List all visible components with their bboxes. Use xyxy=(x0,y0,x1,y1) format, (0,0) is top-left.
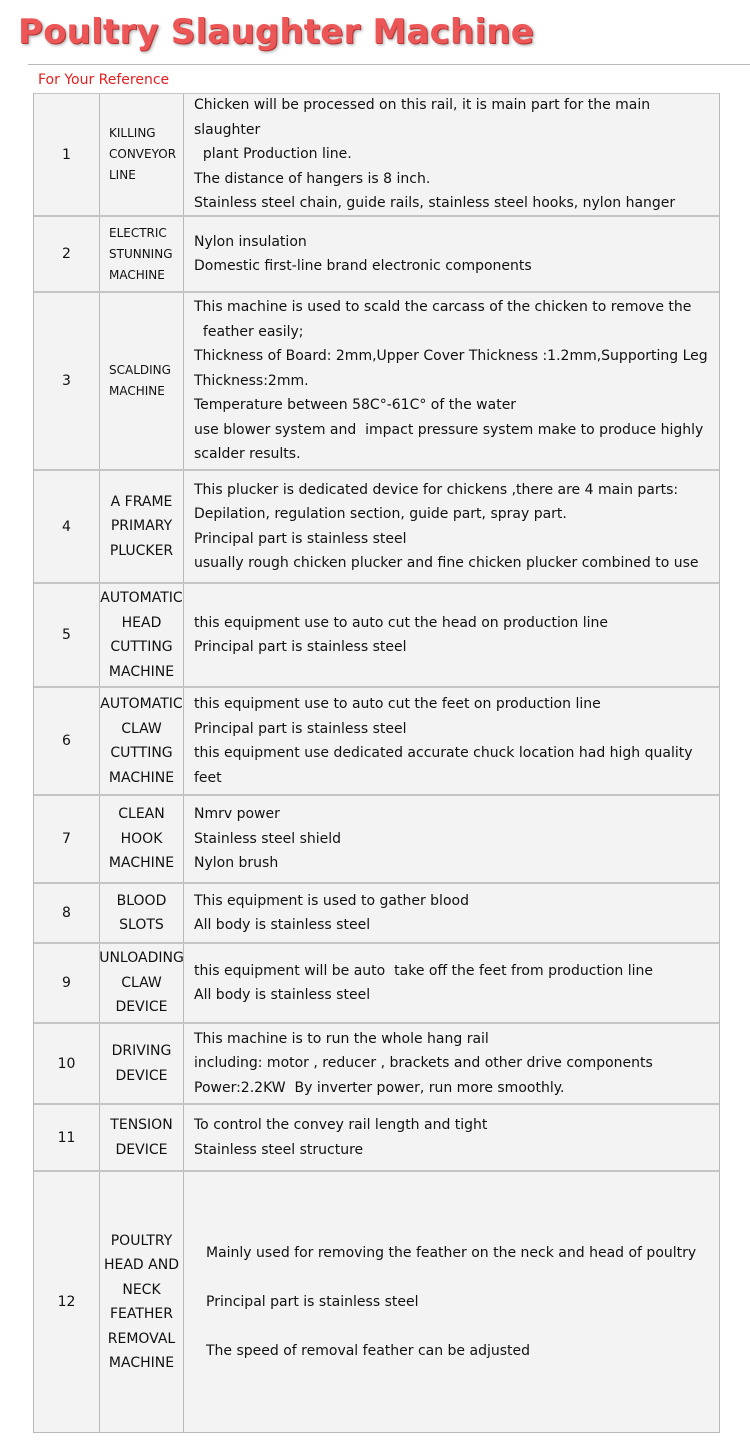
machine-name-line: HEAD xyxy=(121,614,162,631)
row-number: 6 xyxy=(34,688,100,794)
machine-name-line: KILLING xyxy=(109,126,156,140)
machine-description xyxy=(184,688,719,794)
machine-name-line: STUNNING xyxy=(109,246,173,261)
machine-description xyxy=(184,796,719,882)
table-row xyxy=(34,93,719,215)
description-line: including: motor , reducer , brackets and other drive components xyxy=(194,1055,653,1072)
row-number: 11 xyxy=(34,1105,100,1170)
row-number: 7 xyxy=(34,796,100,882)
machine-name-line: SLOTS xyxy=(119,917,164,933)
description-line: feather easily; xyxy=(194,323,304,340)
table-row xyxy=(34,215,719,291)
machine-name xyxy=(100,293,184,469)
description-line: Mainly used for removing the feather on the neck and head of poultry xyxy=(206,1244,697,1261)
table-row xyxy=(34,686,719,794)
machine-name xyxy=(100,217,184,291)
machine-description xyxy=(184,293,719,469)
machine-name-line: UNLOADING xyxy=(99,950,184,967)
table-row xyxy=(34,794,719,882)
description-line: Power:2.2KW By inverter power, run more smoothly. xyxy=(194,1079,565,1096)
description-line: To control the convey rail length and tight xyxy=(194,1117,488,1133)
description-line: The distance of hangers is 8 inch. xyxy=(194,170,431,187)
description-line: Domestic first-line brand electronic components xyxy=(194,258,532,274)
row-number: 8 xyxy=(34,884,100,942)
row-number: 3 xyxy=(34,293,100,469)
row-number: 5 xyxy=(34,584,100,686)
machine-name-line: POULTRY xyxy=(110,1232,173,1249)
machine-name xyxy=(100,584,184,686)
description-line: Stainless steel chain, guide rails, stainless steel hooks, nylon hanger xyxy=(194,195,676,212)
description-line: Principal part is stainless steel xyxy=(194,530,407,547)
machine-name-line: DRIVING xyxy=(111,1043,172,1059)
table-row xyxy=(34,291,719,469)
description-line: Nmrv power xyxy=(194,806,280,823)
machine-name-line: LINE xyxy=(109,168,136,182)
description-line: Stainless steel structure xyxy=(194,1141,364,1158)
machine-description xyxy=(184,884,719,942)
machine-name-line: A FRAME xyxy=(110,493,173,510)
machine-description xyxy=(184,94,719,215)
description-line: this equipment use to auto cut the feet on production line xyxy=(194,696,601,712)
machine-name-line: ELECTRIC xyxy=(109,225,167,240)
description-line: Thickness:2mm. xyxy=(194,372,309,389)
description-line: All body is stainless steel xyxy=(194,917,371,933)
row-number: 1 xyxy=(34,94,100,215)
machine-name xyxy=(100,944,184,1022)
row-number: 10 xyxy=(34,1024,100,1103)
description-line: This equipment is used to gather blood xyxy=(194,892,469,909)
table-row xyxy=(34,1103,719,1170)
machine-name xyxy=(100,1024,184,1103)
machine-name-line: CLEAN xyxy=(118,806,165,823)
machine-table xyxy=(33,93,720,1433)
header-divider xyxy=(28,64,750,65)
row-number: 9 xyxy=(34,944,100,1022)
description-line: Nylon brush xyxy=(194,855,279,872)
machine-name-line: NECK xyxy=(122,1281,161,1298)
description-line: The speed of removal feather can be adjusted xyxy=(206,1342,531,1359)
machine-name-line: HOOK xyxy=(120,830,163,847)
table-row xyxy=(34,469,719,582)
description-line: Principal part is stainless steel xyxy=(194,639,407,655)
machine-description xyxy=(184,1024,719,1103)
description-line: Thickness of Board: 2mm,Upper Cover Thickness :1.2mm,Supporting Leg xyxy=(194,348,708,365)
machine-name-line: DEVICE xyxy=(115,1141,168,1158)
description-line: use blower system and impact pressure system make to produce highly xyxy=(194,421,704,438)
row-number: 4 xyxy=(34,471,100,582)
table-row xyxy=(34,1022,719,1103)
table-row xyxy=(34,942,719,1022)
machine-name-line: MACHINE xyxy=(108,769,175,786)
machine-name-line: MACHINE xyxy=(108,1355,175,1371)
machine-name xyxy=(100,884,184,942)
machine-description xyxy=(184,217,719,291)
machine-name-line: CUTTING xyxy=(110,639,173,655)
machine-description xyxy=(184,584,719,686)
machine-name-line: CONVEYOR xyxy=(109,147,177,161)
description-line: Chicken will be processed on this rail, it is main part for the main slaughter xyxy=(194,97,655,138)
row-number: 12 xyxy=(34,1172,100,1432)
description-line: Nylon insulation xyxy=(194,233,307,250)
machine-name-line: REMOVAL xyxy=(107,1330,176,1347)
description-line: scalder results. xyxy=(194,446,301,463)
description-line: This machine is used to scald the carcass of the chicken to remove the xyxy=(194,299,692,316)
description-line: All body is stainless steel xyxy=(194,987,371,1003)
table-row xyxy=(34,1170,719,1432)
description-line: Stainless steel shield xyxy=(194,830,342,847)
machine-name-line: MACHINE xyxy=(109,384,165,398)
description-line: Principal part is stainless steel xyxy=(206,1293,419,1310)
machine-name-line: CLAW xyxy=(121,974,162,991)
machine-description xyxy=(184,1172,719,1432)
machine-description xyxy=(184,944,719,1022)
machine-name xyxy=(100,1105,184,1170)
machine-name-line: DEVICE xyxy=(115,999,168,1016)
machine-name-line: SCALDING xyxy=(109,363,171,377)
machine-name-line: PLUCKER xyxy=(109,542,174,559)
machine-name xyxy=(100,796,184,882)
machine-name-line: MACHINE xyxy=(109,267,165,282)
machine-name-line: BLOOD xyxy=(116,892,167,909)
description-line: this equipment use dedicated accurate chuck location had high quality feet xyxy=(194,745,697,786)
description-line: plant Production line. xyxy=(194,146,352,163)
description-line: Principal part is stainless steel xyxy=(194,720,407,737)
machine-description xyxy=(184,471,719,582)
machine-name-line: CUTTING xyxy=(110,745,173,761)
machine-name-line: TENSION xyxy=(110,1117,173,1133)
machine-name-line: AUTOMATIC xyxy=(100,590,183,606)
description-line: Temperature between 58C°-61C° of the water xyxy=(194,397,517,414)
description-line: Depilation, regulation section, guide part, spray part. xyxy=(194,506,567,522)
machine-name-line: FEATHER xyxy=(109,1306,174,1322)
machine-name-line: PRIMARY xyxy=(110,518,173,535)
machine-name xyxy=(100,94,184,215)
machine-name-line: MACHINE xyxy=(108,855,175,872)
machine-name xyxy=(100,471,184,582)
description-line: this equipment will be auto take off the feet from production line xyxy=(194,962,653,979)
machine-name xyxy=(100,688,184,794)
machine-name-line: AUTOMATIC xyxy=(100,696,183,712)
machine-name-line: HEAD AND xyxy=(103,1257,179,1273)
machine-description xyxy=(184,1105,719,1170)
machine-name xyxy=(100,1172,184,1432)
table-row xyxy=(34,582,719,686)
reference-label: For Your Reference xyxy=(38,72,170,88)
table-row xyxy=(34,882,719,942)
description-line: this equipment use to auto cut the head on production line xyxy=(194,614,609,631)
machine-name-line: DEVICE xyxy=(115,1067,168,1084)
description-line: This plucker is dedicated device for chickens ,there are 4 main parts: xyxy=(194,481,679,498)
row-number: 2 xyxy=(34,217,100,291)
description-line: usually rough chicken plucker and fine chicken plucker combined to use xyxy=(194,555,699,571)
description-line: This machine is to run the whole hang rail xyxy=(194,1030,489,1047)
machine-name-line: MACHINE xyxy=(108,663,175,680)
page-title: Poultry Slaughter Machine xyxy=(18,12,534,52)
machine-name-line: CLAW xyxy=(121,720,162,737)
